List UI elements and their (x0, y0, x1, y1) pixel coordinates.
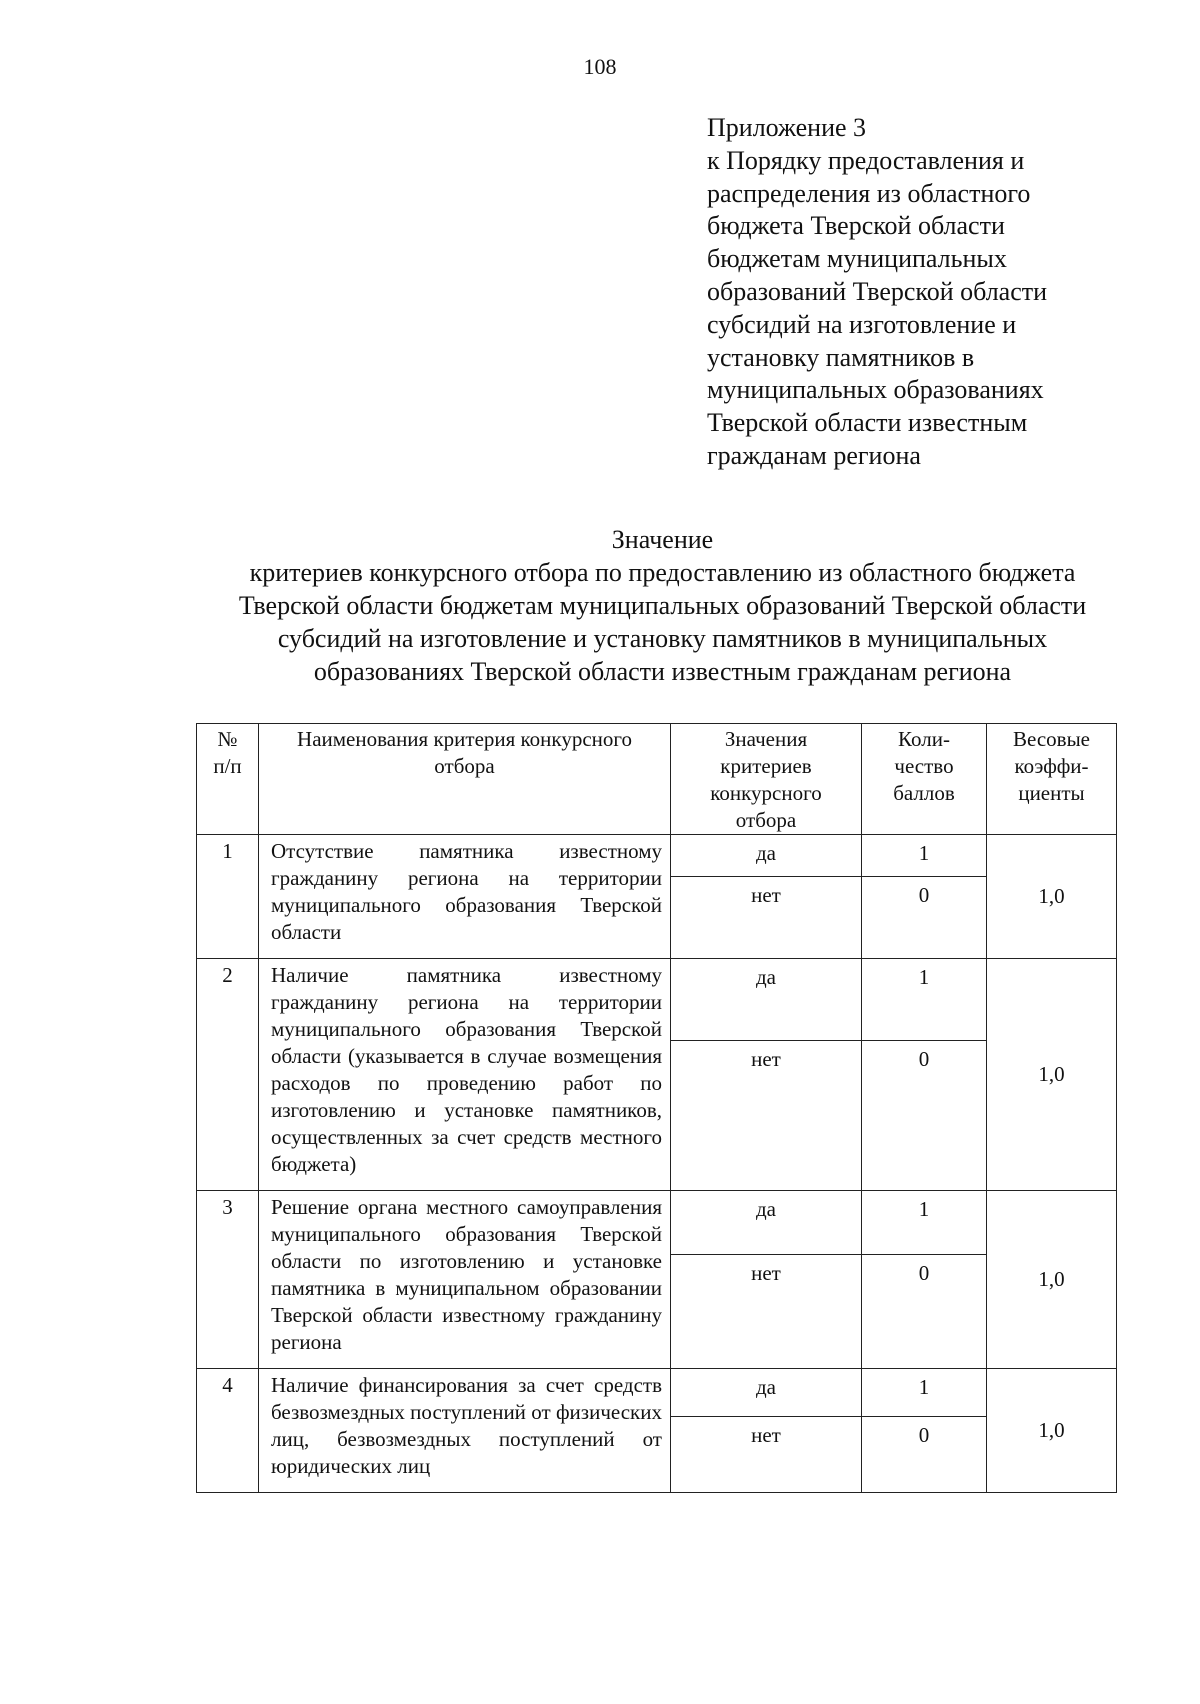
points-yes: 1 (862, 835, 987, 877)
appendix-line: Тверской области известным (707, 408, 1028, 438)
header-values (671, 724, 862, 835)
title-line: Значение (611, 525, 714, 554)
points-yes: 1 (862, 1191, 987, 1255)
appendix-line: субсидий на изготовление и (707, 309, 1017, 339)
header-line: Наименования критерия конкурсного отбора (297, 727, 632, 778)
points-no: 0 (862, 877, 987, 959)
criterion-name: Наличие финансирования за счет средств безвозмездных поступлений от физических лиц, безвозмездных поступлений от юридических лиц (259, 1369, 671, 1493)
header-line: баллов (893, 781, 955, 805)
header-line: Весовые (1012, 727, 1091, 751)
document-title (100, 523, 1200, 688)
appendix-line: гражданам региона (707, 440, 921, 470)
criterion-name: Решение органа местного самоуправления муниципального образования Тверской области по изготовлению и установке памятника в муниципальном образовании Тверской области известному гражданину региона (259, 1191, 671, 1369)
value-yes: да (671, 1369, 862, 1417)
header-line: циенты (1018, 781, 1085, 805)
header-line: конкурсного (710, 781, 822, 805)
header-line: № (217, 727, 238, 751)
header-points (862, 724, 987, 835)
value-no: нет (671, 1041, 862, 1191)
weight-coefficient: 1,0 (987, 1369, 1117, 1493)
value-no: нет (671, 1255, 862, 1369)
header-line: коэффи- (1014, 754, 1089, 778)
row-number: 4 (197, 1369, 259, 1493)
points-no: 0 (862, 1417, 987, 1493)
weight-coefficient: 1,0 (987, 1191, 1117, 1369)
header-line: отбора (735, 808, 797, 832)
appendix-line: Приложение 3 (707, 113, 867, 142)
appendix-block (707, 112, 1167, 473)
weight-coefficient: 1,0 (987, 959, 1117, 1191)
title-line: образованиях Тверской области известным гражданам региона (313, 657, 1012, 686)
points-yes: 1 (862, 959, 987, 1041)
criteria-table (196, 723, 1117, 1493)
header-weights (987, 724, 1117, 835)
criterion-name: Наличие памятника известному гражданину региона на территории муниципального образования Тверской области (указывается в случае возмещения расходов по проведению работ по изготовлению и установке памятников, осуществленных за счет средств местного бюджета) (259, 959, 671, 1191)
value-yes: да (671, 959, 862, 1041)
weight-coefficient: 1,0 (987, 835, 1117, 959)
header-line: критериев (720, 754, 812, 778)
value-no: нет (671, 877, 862, 959)
header-line: Значения (724, 727, 808, 751)
points-yes: 1 (862, 1369, 987, 1417)
header-line: п/п (213, 754, 242, 778)
table-row (197, 1369, 1117, 1417)
header-line: чество (894, 754, 954, 778)
appendix-line: распределения из областного (707, 178, 1031, 208)
value-no: нет (671, 1417, 862, 1493)
appendix-line: бюджета Тверской области (707, 211, 1005, 241)
table-row (197, 959, 1117, 1041)
header-num (197, 724, 259, 835)
table-row (197, 1191, 1117, 1255)
appendix-line: к Порядку предоставления и (707, 145, 1025, 175)
title-line: субсидий на изготовление и установку памятников в муниципальных (277, 624, 1048, 653)
appendix-line: установку памятников в (707, 342, 975, 372)
table-row (197, 835, 1117, 877)
appendix-line: образований Тверской области (707, 276, 1048, 306)
appendix-line: муниципальных образованиях (707, 375, 1044, 405)
header-name (259, 724, 671, 835)
criterion-name: Отсутствие памятника известному гражданину региона на территории муниципального образования Тверской области (259, 835, 671, 959)
title-line: Тверской области бюджетам муниципальных образований Тверской области (238, 591, 1087, 620)
points-no: 0 (862, 1041, 987, 1191)
title-line: критериев конкурсного отбора по предоставлению из областного бюджета (249, 558, 1076, 587)
page-number: 108 (583, 54, 617, 79)
row-number: 2 (197, 959, 259, 1191)
header-line: Коли- (898, 727, 950, 751)
row-number: 1 (197, 835, 259, 959)
appendix-line: бюджетам муниципальных (707, 244, 1007, 274)
points-no: 0 (862, 1255, 987, 1369)
row-number: 3 (197, 1191, 259, 1369)
value-yes: да (671, 1191, 862, 1255)
value-yes: да (671, 835, 862, 877)
table-header-row (197, 724, 1117, 835)
